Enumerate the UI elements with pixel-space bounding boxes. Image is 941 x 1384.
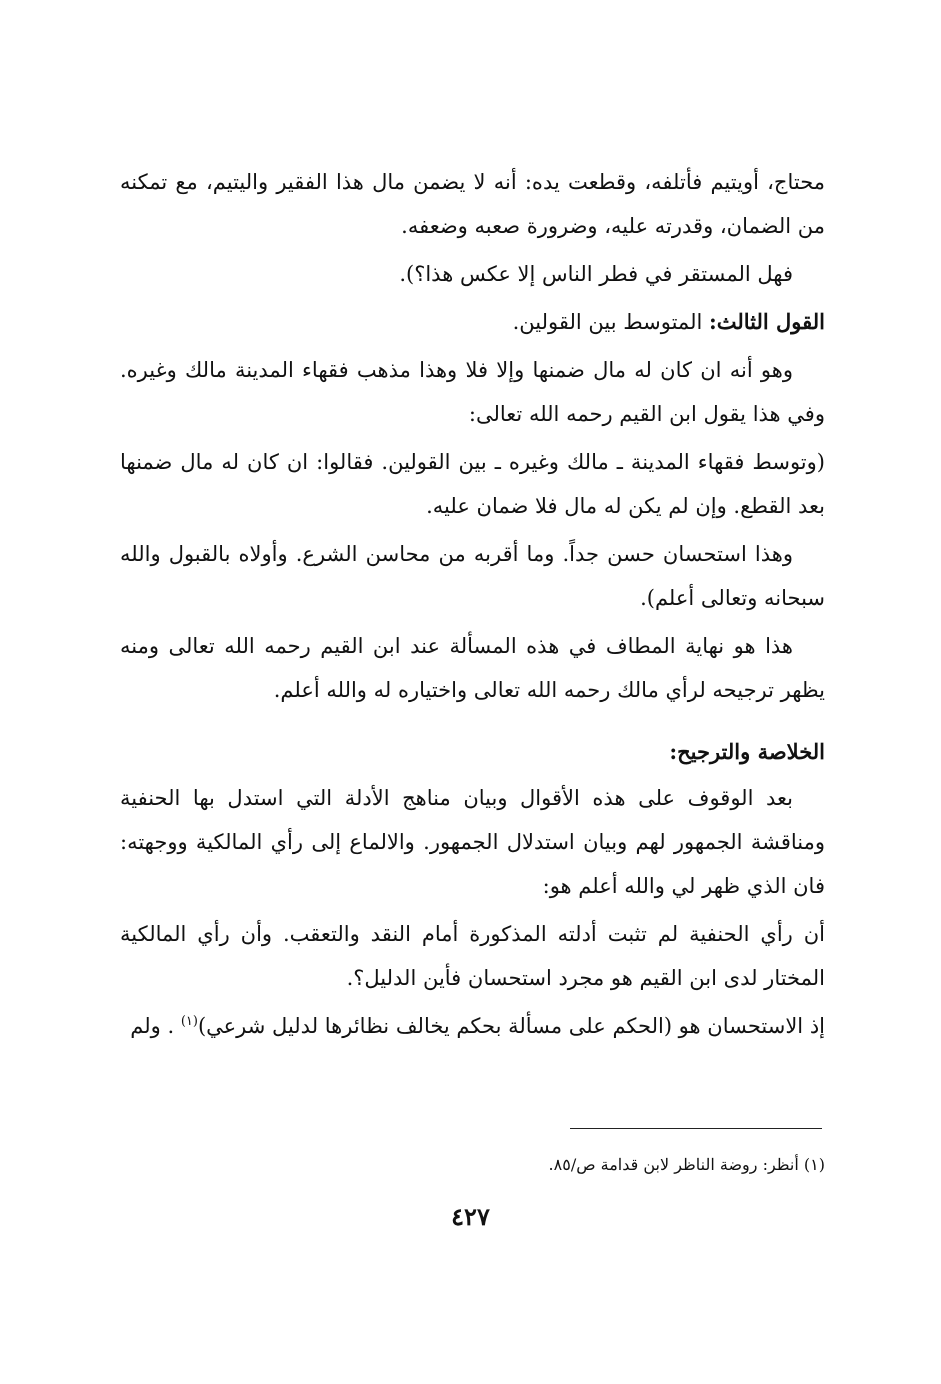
paragraph-question: فهل المستقر في فطر الناس إلا عكس هذا؟). bbox=[399, 262, 793, 286]
paragraph-third-opinion bbox=[120, 300, 825, 344]
section-heading: الخلاصة والترجيح: bbox=[669, 739, 825, 764]
paragraph-quote-start: (وتوسط فقهاء المدينة ـ مالك وغيره ـ بين القولين. فقالوا: ان كان له مال ضمنها بعد القطع. وإن لم يكن له مال فلا ضمان عليه. bbox=[120, 450, 825, 518]
paragraph-hanafi: أن رأي الحنفية لم تثبت أدلته المذكورة أمام النقد والتعقب. وأن رأي المالكية المختار لدى ابن القيم هو مجرد استحسان فأين الدليل؟. bbox=[120, 922, 825, 990]
footnote-text: (١) أنظر: روضة الناظر لابن قدامة ص/٨٥. bbox=[548, 1155, 825, 1174]
third-opinion-text: المتوسط بين القولين. bbox=[512, 310, 709, 334]
footnote-divider bbox=[570, 1128, 822, 1129]
page-number: ٤٢٧ bbox=[451, 1202, 490, 1231]
istihsan-text: إذ الاستحسان هو (الحكم على مسألة بحكم يخالف نظائرها لدليل شرعي) bbox=[197, 1014, 825, 1038]
third-opinion-label: القول الثالث: bbox=[708, 309, 825, 334]
paragraph-quote-end: وهذا استحسان حسن جداً. وما أقربه من محاسن الشرع. وأولاه بالقبول والله سبحانه وتعالى أعلم). bbox=[120, 542, 825, 610]
paragraph-maliki-view: وهو أنه ان كان له مال ضمنها وإلا فلا وهذا مذهب فقهاء المدينة مالك وغيره. وفي هذا يقول ابن القيم رحمه الله تعالى: bbox=[120, 358, 825, 426]
paragraph-conclusion: هذا هو نهاية المطاف في هذه المسألة عند ابن القيم رحمه الله تعالى ومنه يظهر ترجيحه لرأي مالك رحمه الله تعالى واختياره له والله أعلم. bbox=[120, 634, 825, 702]
paragraph-summary: بعد الوقوف على هذه الأقوال وبيان مناهج الأدلة التي استدل بها الحنفية ومناقشة الجمهور لهم وبيان استدلال الجمهور. والالماع إلى رأي المالكية ووجهته: فان الذي ظهر لي والله أعلم هو: bbox=[120, 786, 825, 898]
footnote-marker[interactable]: (١) bbox=[180, 1014, 198, 1029]
istihsan-tail: . ولم bbox=[130, 1014, 181, 1038]
paragraph-continuation: محتاج، أويتيم فأتلفه، وقطعت يده: أنه لا يضمن مال هذا الفقير واليتيم، مع تمكنه من الضمان، وقدرته عليه، وضرورة صعبه وضعفه. bbox=[120, 170, 825, 238]
paragraph-istihsan bbox=[120, 1004, 825, 1048]
main-text bbox=[120, 160, 825, 1052]
